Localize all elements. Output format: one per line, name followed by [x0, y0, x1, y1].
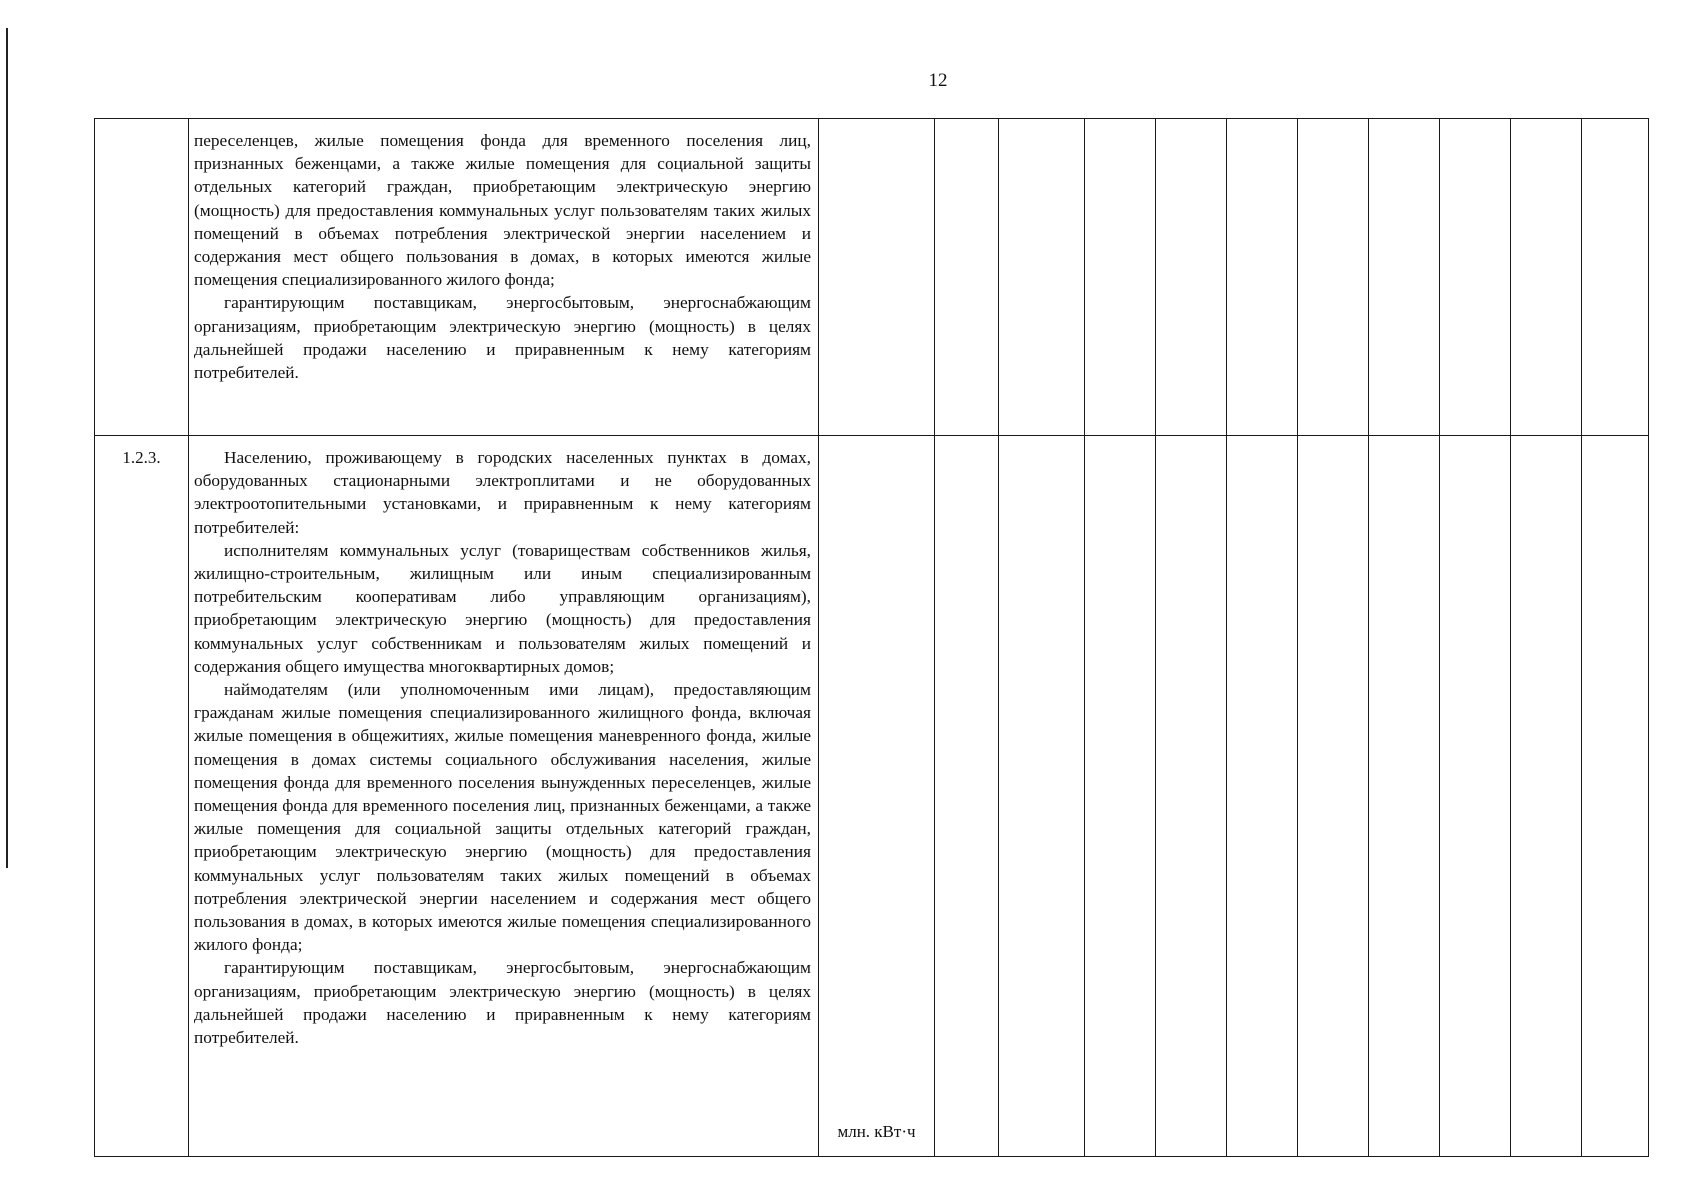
- value-cell: [999, 436, 1085, 1157]
- unit-cell: [819, 119, 935, 436]
- value-cell: [999, 119, 1085, 436]
- value-cell: [1227, 436, 1298, 1157]
- value-cell: [1369, 119, 1440, 436]
- description-paragraph: исполнителям коммунальных услуг (товариществам собственников жилья, жилищно-строительным, жилищным или иным специализированным потребительским кооперативам либо управляющим организациям), приобретающим электрическую энергию (мощность) для предоставления коммунальных услуг собственникам и пользователям жилых помещений и содержания общего имущества многоквартирных домов;: [194, 540, 811, 676]
- row-description-cell: [189, 436, 819, 1157]
- scan-edge-line: [6, 28, 8, 868]
- description-paragraph: гарантирующим поставщикам, энергосбытовым, энергоснабжающим организациям, приобретающим электрическую энергию (мощность) в целях дальнейшей продажи населению и приравненным к нему категориям потребителей.: [194, 293, 811, 383]
- value-cell: [1511, 119, 1582, 436]
- value-cell: [935, 119, 999, 436]
- row-description-cell: [189, 119, 819, 436]
- row-number-cell: [95, 119, 189, 436]
- description-paragraph: переселенцев, жилые помещения фонда для временного поселения лиц, признанных беженцами, а также жилые помещения для социальной защиты отдельных категорий граждан, приобретающим электрическую энергию (мощность) для предоставления коммунальных услуг пользователям таких жилых помещений в объемах потребления электрической энергии населением и содержания мест общего пользования в домах, в которых имеются жилые помещения специализированного жилого фонда;: [194, 131, 811, 290]
- value-cell: [1582, 119, 1649, 436]
- table-row: [95, 119, 1649, 436]
- value-cell: [1440, 436, 1511, 1157]
- value-cell: [935, 436, 999, 1157]
- value-cell: [1298, 436, 1369, 1157]
- tariff-table: [94, 118, 1649, 1157]
- description-paragraph: гарантирующим поставщикам, энергосбытовым, энергоснабжающим организациям, приобретающим электрическую энергию (мощность) в целях дальнейшей продажи населению и приравненным к нему категориям потребителей.: [194, 958, 811, 1048]
- value-cell: [1156, 119, 1227, 436]
- unit-cell: млн. кВт·ч: [819, 436, 935, 1157]
- row-number-cell: 1.2.3.: [95, 436, 189, 1157]
- value-cell: [1085, 119, 1156, 436]
- value-cell: [1369, 436, 1440, 1157]
- value-cell: [1582, 436, 1649, 1157]
- value-cell: [1227, 119, 1298, 436]
- page-number: 12: [928, 70, 948, 91]
- value-cell: [1085, 436, 1156, 1157]
- table-row: [95, 436, 1649, 1157]
- description-paragraph: наймодателям (или уполномоченным ими лицам), предоставляющим гражданам жилые помещения специализированного жилищного фонда, включая жилые помещения в общежитиях, жилые помещения маневренного фонда, жилые помещения в домах системы социального обслуживания населения, жилые помещения фонда для временного поселения вынужденных переселенцев, жилые помещения фонда для временного поселения лиц, признанных беженцами, а также жилые помещения для социальной защиты отдельных категорий граждан, приобретающим электрическую энергию (мощность) для предоставления коммунальных услуг пользователям таких жилых помещений в объемах потребления электрической энергии населением и содержания мест общего пользования в домах, в которых имеются жилые помещения специализированного жилого фонда;: [194, 680, 811, 955]
- value-cell: [1156, 436, 1227, 1157]
- description-paragraph: Населению, проживающему в городских населенных пунктах в домах, оборудованных стационарными электроплитами и не оборудованных электроотопительными установками, и приравненным к нему категориям потребителей:: [194, 448, 811, 537]
- value-cell: [1298, 119, 1369, 436]
- value-cell: [1440, 119, 1511, 436]
- value-cell: [1511, 436, 1582, 1157]
